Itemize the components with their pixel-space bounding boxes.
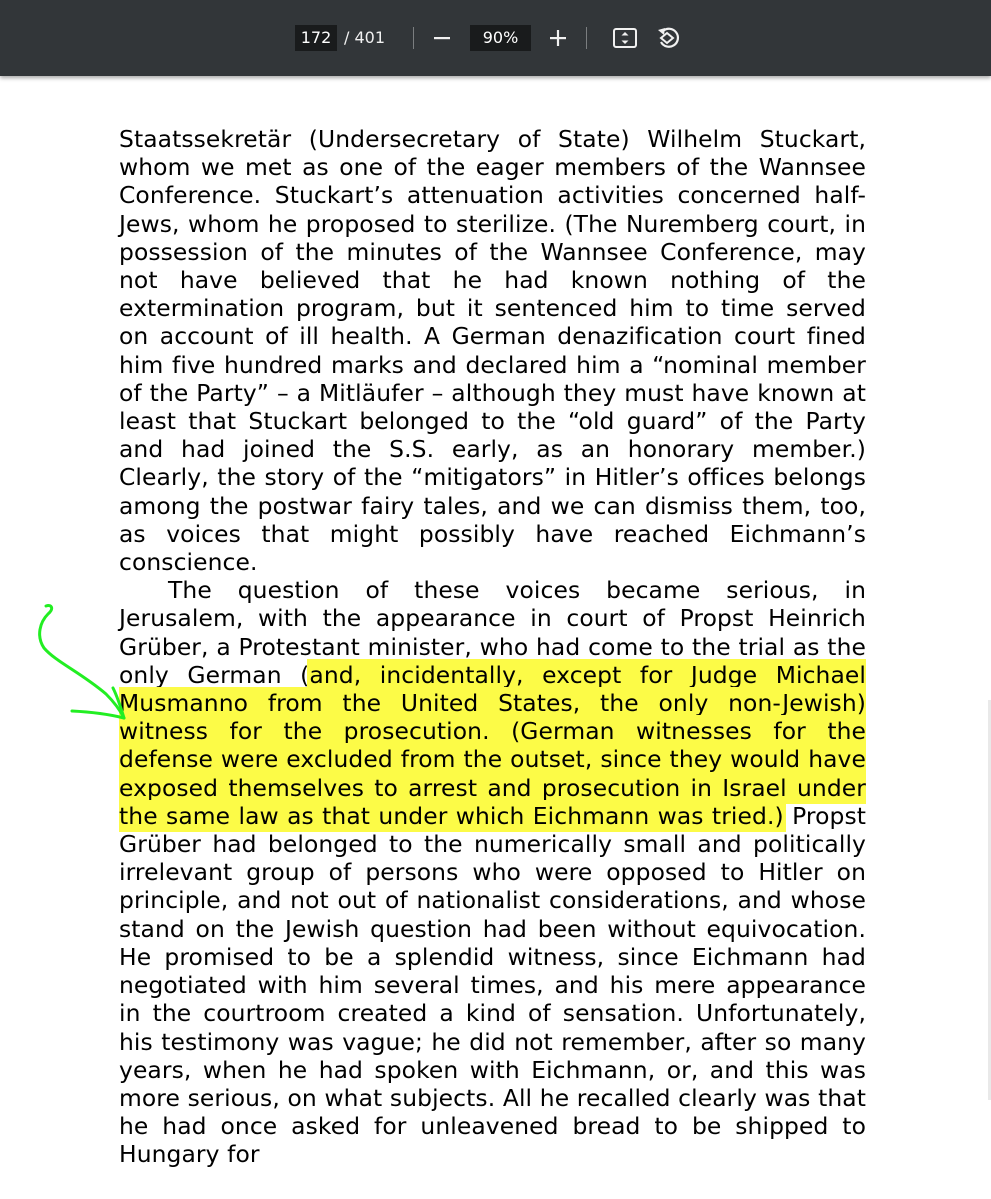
rotate-button[interactable] <box>653 22 685 54</box>
document-page-text <box>119 125 866 1169</box>
paragraph-2-continued: Propst Grüber had belonged to the numerically small and politically irrelevant group of persons who were opposed to Hitler on principle, and not out of nationalist considerations, and whose stand on the Jewish question had been without equivocation. He promised to be a splendid witness, since Eichmann had negotiated with him several times, and his mere appearance in the courtroom created a kind of sensation. Unfortunately, his testimony was vague; he did not remember, after so many years, when he had spoken with Eichmann, or, and this was more serious, on what subjects. All he recalled clearly was that he had once asked for unleavened bread to be shipped to Hungary for <box>119 801 866 1169</box>
highlighted-passage: and, incidentally, except for Judge Michael Musmanno from the United States, the only non-Jewish) witness for the prosecution. (German witnesses for the defense were excluded from the outset, since they would have exposed themselves to arrest and prosecution in Israel under the same law as that under which Eichmann was tried.) <box>119 660 866 830</box>
total-pages: 401 <box>354 28 386 47</box>
fit-to-page-button[interactable] <box>609 22 641 54</box>
rotate-icon <box>655 24 683 52</box>
page-separator: / <box>344 28 350 47</box>
paragraph-1: Staatssekretär (Undersecretary of State) Wilhelm Stuckart, whom we met as one of the eager members of the Wannsee Conference. Stuckart’s attenuation activities concerned half-Jews, whom he proposed to sterilize. (The Nuremberg court, in possession of the minutes of the Wannsee Conference, may not have believed that he had known nothing of the extermination program, but it sentenced him to time served on account of ill health. A German denazification court fined him five hundred marks and declared him a “nominal member of the Party” – a Mitläufer – although they must have known at least that Stuckart belonged to the “old guard” of the Party and had joined the S.S. early, as an honorary member.) Clearly, the story of the “mitigators” in Hitler’s offices belongs among the postwar fairy tales, and we can dismiss them, too, as voices that might possibly have reached Eichmann’s conscience. <box>119 125 866 577</box>
page-number-input[interactable]: 172 <box>295 25 337 51</box>
paragraph-2 <box>119 576 866 1168</box>
plus-icon <box>548 28 568 48</box>
toolbar-divider <box>413 27 414 49</box>
zoom-in-button[interactable] <box>541 21 575 55</box>
zoom-out-button[interactable] <box>425 21 459 55</box>
toolbar-divider <box>586 27 587 49</box>
minus-icon <box>432 28 452 48</box>
zoom-level-input[interactable]: 90% <box>470 25 531 51</box>
page-total <box>344 25 385 51</box>
fit-to-page-icon <box>612 26 638 50</box>
paragraph-2-text: The question of these voices became serious, in Jerusalem, with the appearance in court of Propst Heinrich Grüber, a Protestant minister, who had come to the trial as the only German ( <box>119 576 866 689</box>
pdf-toolbar <box>0 0 991 76</box>
